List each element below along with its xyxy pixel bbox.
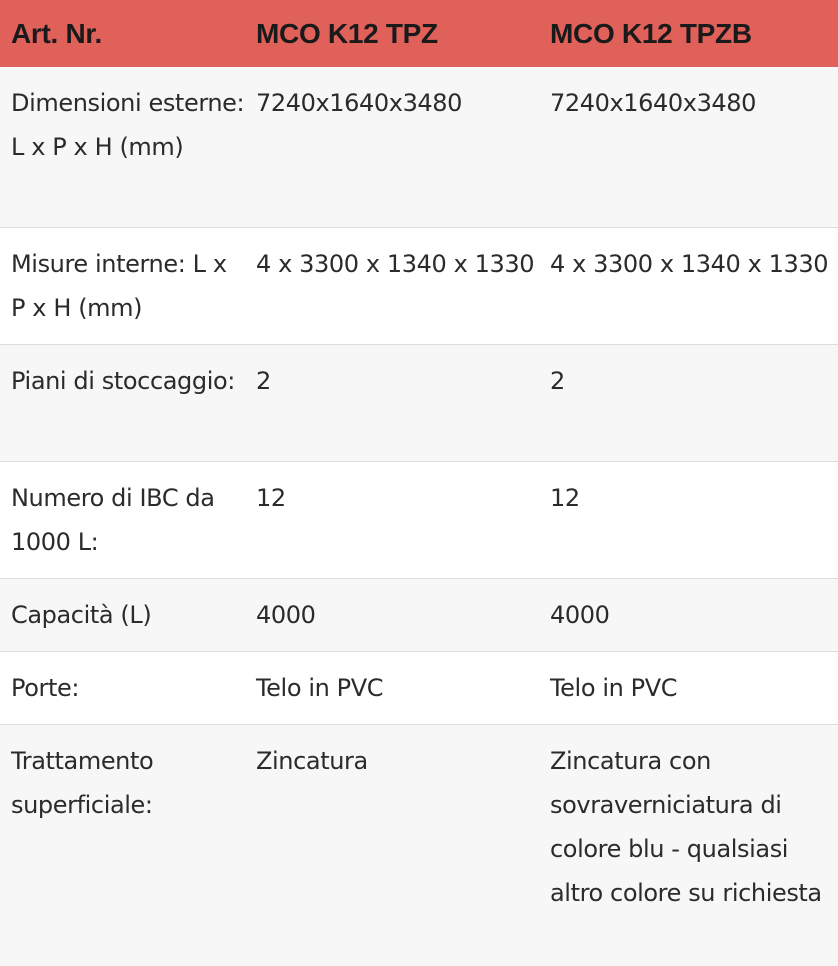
table-row: [0, 462, 838, 579]
row-value-tpzb: 4000: [539, 579, 838, 652]
table-row: [0, 67, 838, 228]
row-label: Piani di stoccaggio:: [0, 345, 245, 462]
header-article-number: Art. Nr.: [11, 17, 102, 49]
row-value-tpz: 4 x 3300 x 1340 x 1330: [245, 228, 539, 345]
header-row: [0, 0, 838, 67]
row-value-tpz: 4000: [245, 579, 539, 652]
row-label: Numero di IBC da 1000 L:: [0, 462, 245, 579]
row-value-tpzb: Telo in PVC: [539, 652, 838, 725]
row-label: Porte:: [0, 652, 245, 725]
row-value-tpzb: 7240x1640x3480: [539, 67, 838, 228]
row-value-tpzb: Zincatura con sovraverniciatura di colore blu - qualsiasi altro colore su richiesta: [550, 747, 822, 907]
row-value-tpz: Zincatura: [256, 747, 368, 775]
row-label: Capacità (L): [0, 579, 245, 652]
row-label: Dimensioni esterne: L x P x H (mm): [0, 67, 245, 228]
row-label: Trattamento superficiale:: [11, 747, 154, 819]
row-label: Misure interne: L x P x H (mm): [0, 228, 245, 345]
table-row: [0, 228, 838, 345]
row-value-tpzb: 4 x 3300 x 1340 x 1330: [539, 228, 838, 345]
row-value-tpz: Telo in PVC: [245, 652, 539, 725]
header-model-tpzb: MCO K12 TPZB: [550, 17, 752, 49]
table-row: [0, 579, 838, 652]
row-value-tpz: 7240x1640x3480: [245, 67, 539, 228]
table-header: [0, 0, 838, 67]
row-value-tpzb: 12: [539, 462, 838, 579]
row-value-tpzb: 2: [539, 345, 838, 462]
table-row: [0, 652, 838, 725]
row-value-tpz: 2: [245, 345, 539, 462]
header-model-tpz: MCO K12 TPZ: [256, 17, 438, 49]
table-row: [0, 345, 838, 462]
table-body: [0, 67, 838, 966]
row-value-tpz: 12: [245, 462, 539, 579]
table-row: [0, 725, 838, 966]
